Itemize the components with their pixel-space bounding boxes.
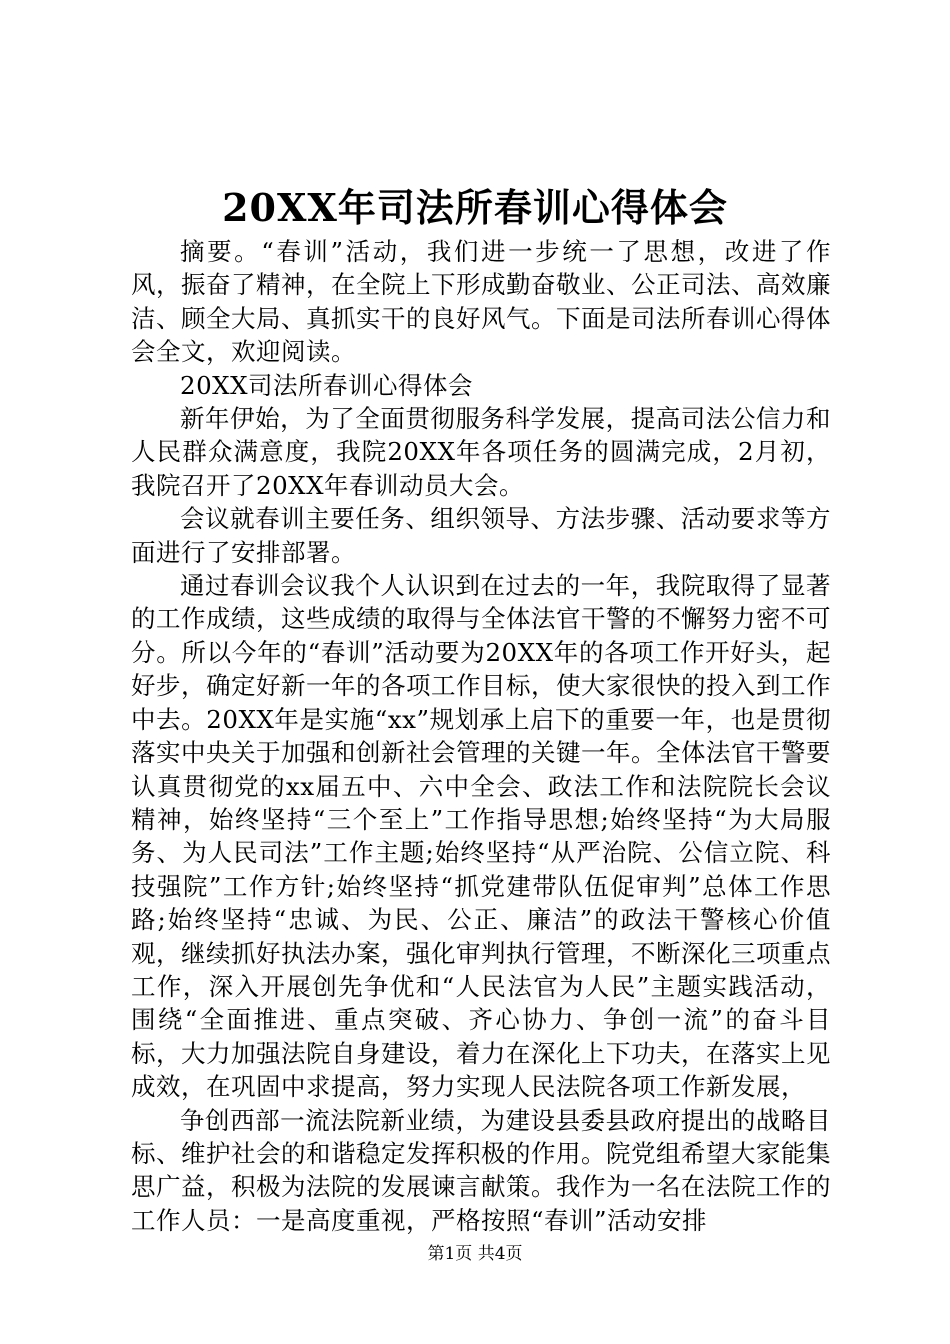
- body-paragraph: 新年伊始，为了全面贯彻服务科学发展，提高司法公信力和人民群众满意度，我院20XX年各项任务的圆满完成，2月初，我院召开了20XX年春训动员大会。: [131, 404, 831, 500]
- page-footer: 第1页 共4页: [427, 1244, 523, 1264]
- document-body: [131, 235, 831, 1237]
- body-paragraph: 通过春训会议我个人认识到在过去的一年，我院取得了显著的工作成绩，这些成绩的取得与全体法官干警的不懈努力密不可分。所以今年的“春训”活动要为20XX年的各项工作开好头，起好步，确定好新一年的各项工作目标，使大家很快的投入到工作中去。20XX年是实施“xx”规划承上启下的重要一年，也是贯彻落实中央关于加强和创新社会管理的关键一年。全体法官干警要认真贯彻党的xx届五中、六中全会、政法工作和法院院长会议精神，始终坚持“三个至上”工作指导思想;始终坚持“为大局服务、为人民司法”工作主题;始终坚持“从严治院、公信立院、科技强院”工作方针;始终坚持“抓党建带队伍促审判”总体工作思路;始终坚持“忠诚、为民、公正、廉洁”的政法干警核心价值观，继续抓好执法办案，强化审判执行管理，不断深化三项重点工作，深入开展创先争优和“人民法官为人民”主题实践活动，围绕“全面推进、重点突破、齐心协力、争创一流”的奋斗目标，大力加强法院自身建设，着力在深化上下功夫，在落实上见成效，在巩固中求提高，努力实现人民法院各项工作新发展，: [131, 571, 831, 1102]
- body-paragraph: 会议就春训主要任务、组织领导、方法步骤、活动要求等方面进行了安排部署。: [131, 504, 831, 567]
- body-paragraph: 争创西部一流法院新业绩，为建设县委县政府提出的战略目标、维护社会的和谐稳定发挥积极的作用。院党组希望大家能集思广益，积极为法院的发展谏言献策。我作为一名在法院工作的工作人员：一是高度重视，严格按照“春训”活动安排: [131, 1105, 831, 1235]
- document-title: 20XX年司法所春训心得体会: [222, 185, 728, 230]
- section-heading: 20XX司法所春训心得体会: [180, 370, 474, 400]
- abstract-paragraph: 摘要。“春训”活动，我们进一步统一了思想，改进了作风，振奋了精神，在全院上下形成勤奋敬业、公正司法、高效廉洁、顾全大局、真抓实干的良好风气。下面是司法所春训心得体会全文，欢迎阅读。: [131, 237, 831, 367]
